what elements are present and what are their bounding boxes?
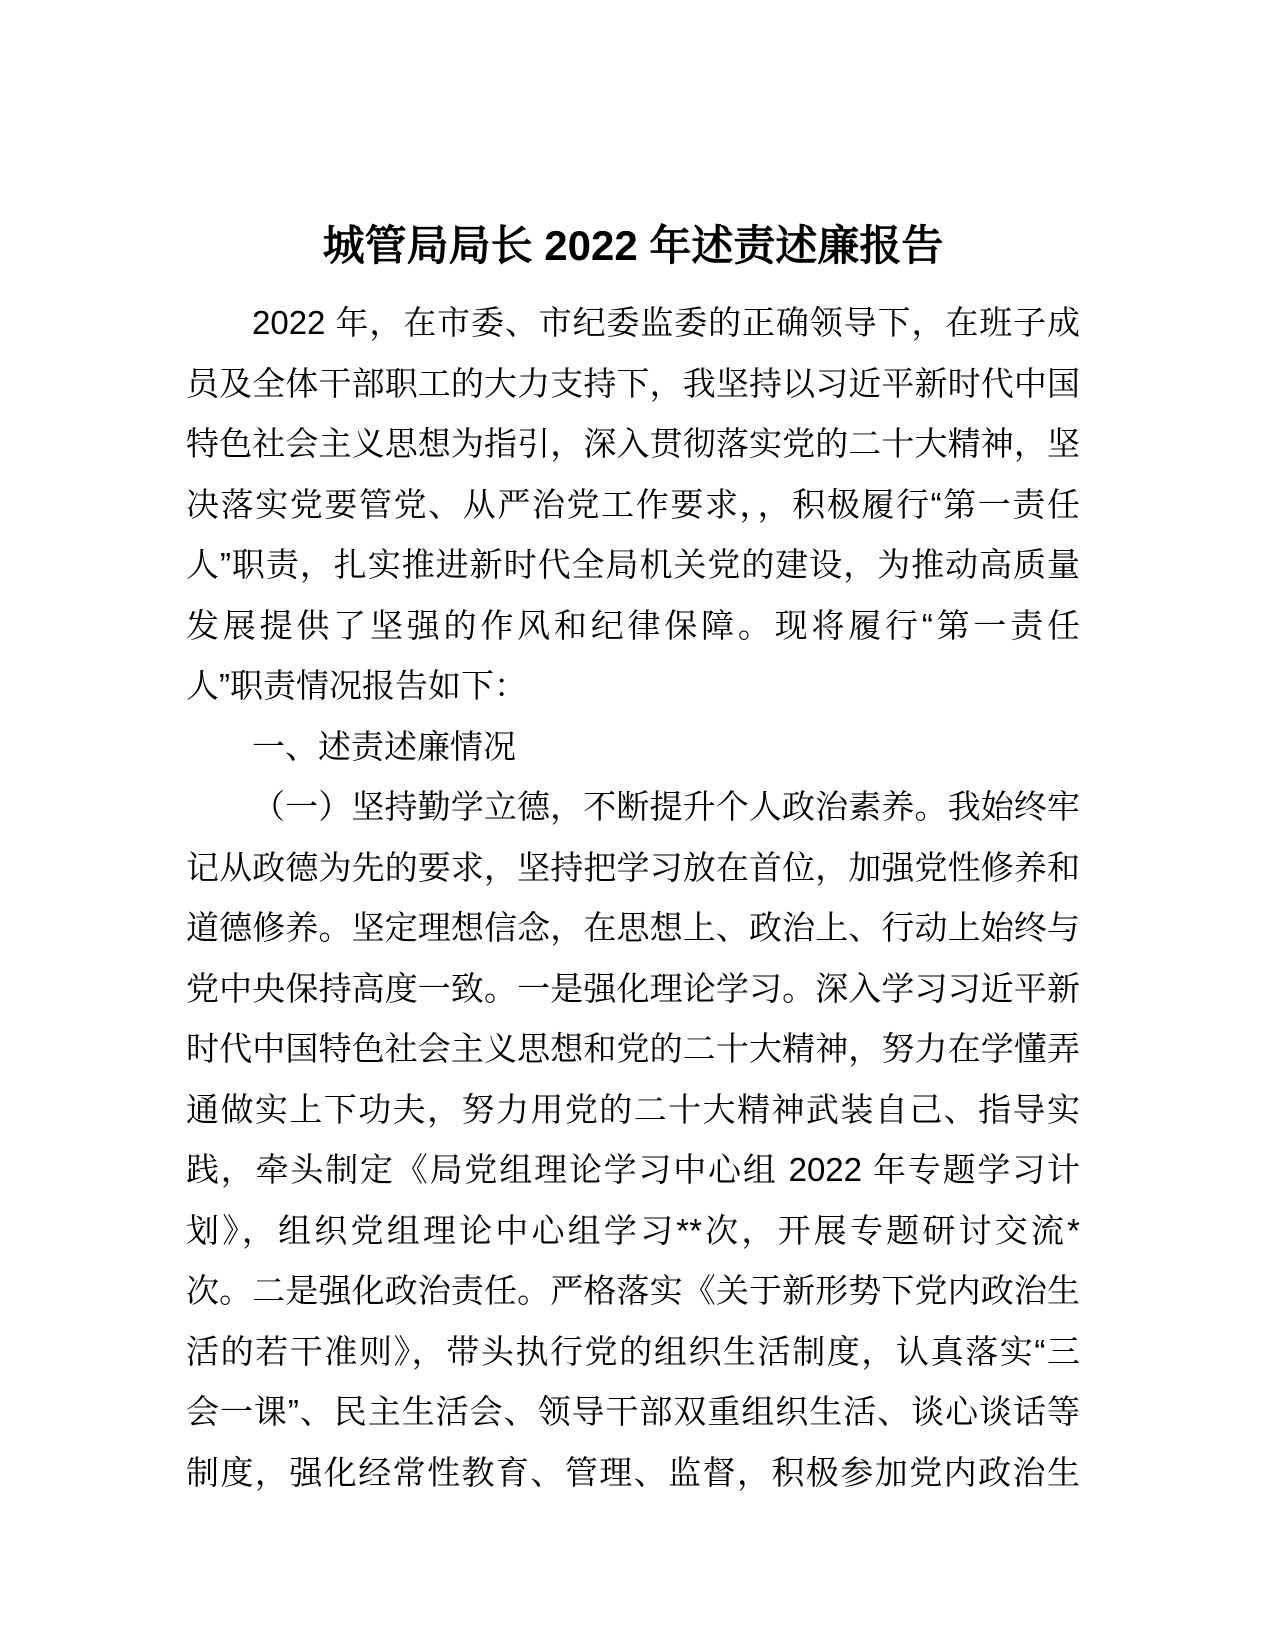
paragraph1-line: 人”职责情况报告如下：	[186, 667, 527, 704]
paragraph1-line: 员及全体干部职工的大力支持下，我坚持以习近平新时代中国	[186, 364, 1080, 402]
paragraph2-line: 活的若干准则》，带头执行党的组织生活制度，认真落实“三	[186, 1332, 1080, 1370]
paragraph2-line: 道德修养。坚定理想信念，在思想上、政治上、行动上始终与	[186, 909, 1080, 946]
paragraph2-line: 践，牵头制定《局党组理论学习中心组 2022 年专题学习计	[186, 1151, 1080, 1188]
document-body	[186, 293, 1080, 1503]
document-title: 城管局局长 2022 年述责述廉报告	[322, 222, 944, 269]
paragraph1-line: 特色社会主义思想为指引，深入贯彻落实党的二十大精神，坚	[186, 425, 1080, 462]
paragraph2-line: 记从政德为先的要求，坚持把学习放在首位，加强党性修养和	[186, 848, 1080, 886]
paragraph2-line: 会一课”、民主生活会、领导干部双重组织生活、谈心谈话等	[186, 1393, 1080, 1430]
paragraph2-line: 时代中国特色社会主义思想和党的二十大精神，努力在学懂弄	[186, 1030, 1080, 1067]
paragraph1-line: 2022 年，在市委、市纪委监委的正确领导下，在班子成	[252, 304, 1080, 341]
paragraph2-line: 制度，强化经常性教育、管理、监督，积极参加党内政治生	[186, 1453, 1080, 1491]
section1-heading: 一、述责述廉情况	[252, 727, 516, 765]
paragraph2-line: 通做实上下功夫，努力用党的二十大精神武装自己、指导实	[186, 1090, 1080, 1128]
paragraph1-line: 发展提供了坚强的作风和纪律保障。现将履行“第一责任	[186, 606, 1080, 644]
paragraph2-line: 划》，组织党组理论中心组学习**次，开展专题研讨交流*	[186, 1211, 1080, 1249]
paragraph2-line: （一）坚持勤学立德，不断提升个人政治素养。我始终牢	[252, 788, 1080, 825]
paragraph2-line: 次。二是强化政治责任。严格落实《关于新形势下党内政治生	[186, 1272, 1080, 1309]
paragraph2-line: 党中央保持高度一致。一是强化理论学习。深入学习习近平新	[186, 969, 1080, 1007]
paragraph1-line: 人”职责，扎实推进新时代全局机关党的建设，为推动高质量	[186, 546, 1080, 583]
paragraph1-line: 决落实党要管党、从严治党工作要求，，积极履行“第一责任	[186, 485, 1080, 523]
